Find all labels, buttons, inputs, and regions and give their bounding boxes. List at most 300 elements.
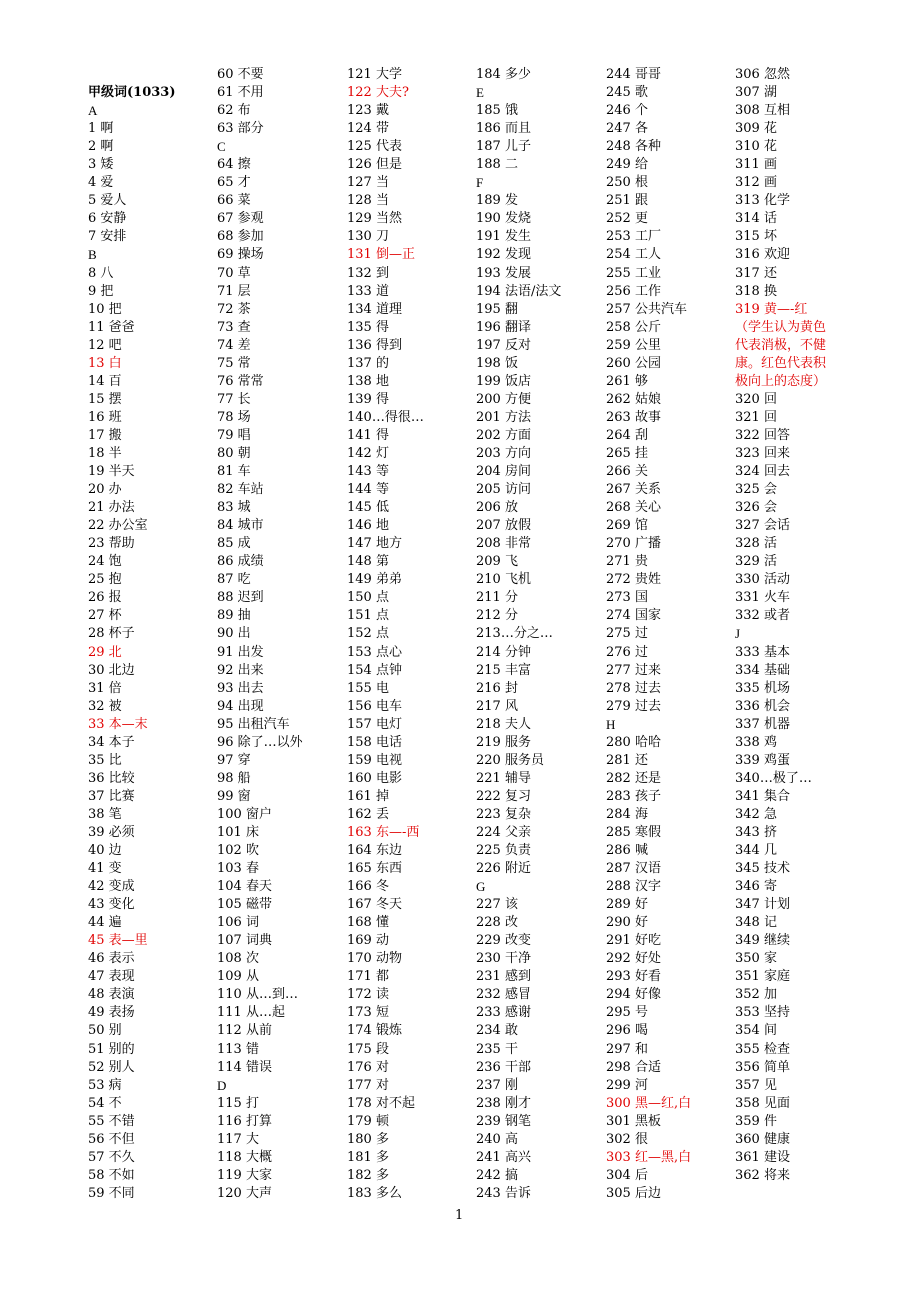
word-entry: 71 层 [217, 283, 251, 299]
word-entry: 348 记 [735, 915, 777, 931]
word-entry: 287 汉语 [606, 861, 661, 877]
word-entry: 192 发现 [476, 247, 531, 263]
word-entry: 295 号 [606, 1005, 648, 1021]
word-entry: 300 黑—红,白 [606, 1095, 692, 1111]
word-entry: 47 表现 [88, 969, 135, 985]
word-entry: 81 车 [217, 464, 251, 480]
word-column-1 [88, 66, 216, 1203]
word-entry: 195 翻 [476, 301, 518, 317]
word-entry: 213…分之… [476, 626, 553, 642]
word-entry: 210 飞机 [476, 572, 531, 588]
word-entry: 221 辅导 [476, 770, 531, 786]
word-entry: 262 姑娘 [606, 391, 661, 407]
word-entry: 148 第 [347, 554, 389, 570]
word-entry: 124 带 [347, 121, 389, 137]
word-entry: 161 掉 [347, 788, 389, 804]
word-entry: 350 家 [735, 951, 777, 967]
word-entry: 121 大学 [347, 67, 402, 82]
word-entry: 2 啊 [88, 139, 114, 155]
word-entry: 114 错误 [217, 1059, 272, 1075]
word-entry: 239 钢笔 [476, 1113, 531, 1129]
word-entry: 248 各种 [606, 139, 661, 155]
word-entry: 352 加 [735, 987, 777, 1003]
word-entry: 43 变化 [88, 897, 135, 913]
word-entry: 188 二 [476, 157, 518, 173]
word-entry: 355 检查 [735, 1041, 790, 1057]
word-entry: 296 喝 [606, 1023, 648, 1039]
word-entry: 334 基础 [735, 662, 790, 678]
word-column-5 [606, 66, 734, 1203]
word-entry: 27 杯 [88, 608, 122, 624]
word-entry: 14 百 [88, 373, 122, 389]
word-entry: 313 化学 [735, 193, 790, 209]
word-entry: 115 打 [217, 1095, 259, 1111]
word-entry: 41 变 [88, 861, 122, 877]
word-entry: 118 大概 [217, 1149, 272, 1165]
word-entry: 160 电影 [347, 770, 402, 786]
word-entry: 336 机会 [735, 698, 790, 714]
word-entry: 332 或者 [735, 608, 790, 624]
word-entry: 302 很 [606, 1131, 648, 1147]
word-entry: 326 会 [735, 500, 777, 516]
word-entry: 344 几 [735, 843, 777, 859]
word-entry: 122 大夫? [347, 85, 409, 101]
word-entry: 347 计划 [735, 897, 790, 913]
word-entry: 7 安排 [88, 229, 127, 245]
word-entry: 335 机场 [735, 680, 790, 696]
word-entry: 147 地方 [347, 536, 402, 552]
word-entry: 38 笔 [88, 806, 122, 822]
word-entry: 197 反对 [476, 337, 531, 353]
word-entry: 111 从…起 [217, 1005, 285, 1021]
word-entry: 170 动物 [347, 951, 402, 967]
word-entry: 34 本子 [88, 734, 135, 750]
word-entry: 98 船 [217, 770, 251, 786]
word-entry: 117 大 [217, 1131, 259, 1147]
word-entry: 235 干 [476, 1041, 518, 1057]
word-entry: 319 黄—-红 [735, 301, 808, 317]
word-entry: 78 场 [217, 409, 251, 425]
word-entry: 154 点钟 [347, 662, 402, 678]
word-entry: 138 地 [347, 373, 389, 389]
word-entry: 318 换 [735, 283, 777, 299]
word-entry: 312 画 [735, 175, 777, 191]
word-entry: 127 当 [347, 175, 389, 191]
word-entry: 97 穿 [217, 752, 251, 768]
word-entry: 205 访问 [476, 482, 531, 498]
word-entry: 290 好 [606, 915, 648, 931]
word-entry: 45 表—里 [88, 933, 148, 949]
word-entry: 20 办 [88, 482, 122, 498]
word-entry: 240 高 [476, 1131, 518, 1147]
word-entry: 61 不用 [217, 85, 264, 101]
word-entry: 194 法语/法文 [476, 283, 562, 299]
word-entry: 153 点心 [347, 644, 402, 660]
word-column-3 [347, 66, 475, 1203]
word-entry: 5 爱人 [88, 193, 127, 209]
word-entry: 84 城市 [217, 518, 264, 534]
word-entry: 53 病 [88, 1077, 122, 1093]
word-entry: 10 把 [88, 301, 122, 317]
word-entry: 272 贵姓 [606, 572, 661, 588]
word-entry: 126 但是 [347, 157, 402, 173]
word-entry: 165 东西 [347, 861, 402, 877]
word-entry: 105 磁带 [217, 897, 272, 913]
word-entry: 264 刮 [606, 427, 648, 443]
word-entry: 137 的 [347, 355, 389, 371]
word-entry: 342 急 [735, 806, 777, 822]
word-entry: 79 唱 [217, 427, 251, 443]
word-entry: 159 电视 [347, 752, 402, 768]
word-entry: 304 后 [606, 1167, 648, 1183]
word-entry: 42 变成 [88, 879, 135, 895]
word-entry: 220 服务员 [476, 752, 544, 768]
word-entry: 172 读 [347, 987, 389, 1003]
word-entry [88, 66, 216, 84]
word-entry: 260 公园 [606, 355, 661, 371]
word-entry: 204 房间 [476, 464, 531, 480]
word-entry: 63 部分 [217, 121, 264, 137]
word-entry: 217 风 [476, 698, 518, 714]
word-entry: 360 健康 [735, 1131, 790, 1147]
word-entry: 141 得 [347, 427, 389, 443]
word-entry: 132 到 [347, 265, 389, 281]
word-entry: 252 更 [606, 211, 648, 227]
word-entry: 9 把 [88, 283, 114, 299]
word-entry: 128 当 [347, 193, 389, 209]
word-entry: 139 得 [347, 391, 389, 407]
word-entry: 23 帮助 [88, 536, 135, 552]
word-entry: 60 不要 [217, 67, 264, 82]
word-entry: 167 冬天 [347, 897, 402, 913]
word-entry: 343 挤 [735, 824, 777, 840]
word-entry: 258 公斤 [606, 319, 661, 335]
word-entry: 136 得到 [347, 337, 402, 353]
word-entry: 288 汉字 [606, 879, 661, 895]
word-entry: 181 多 [347, 1149, 389, 1165]
word-entry: 303 红—黑,白 [606, 1149, 692, 1165]
word-entry: 25 抱 [88, 572, 122, 588]
word-entry: 314 话 [735, 211, 777, 227]
word-entry: 33 本—末 [88, 716, 148, 732]
word-entry: 224 父亲 [476, 824, 531, 840]
word-entry: 289 好 [606, 897, 648, 913]
word-entry: 106 词 [217, 915, 259, 931]
word-entry: 52 别人 [88, 1059, 135, 1075]
word-entry: 101 床 [217, 824, 259, 840]
word-entry: 237 刚 [476, 1077, 518, 1093]
word-entry: 11 爸爸 [88, 319, 135, 335]
word-entry: 178 对不起 [347, 1095, 415, 1111]
word-entry: 253 工厂 [606, 229, 661, 245]
section-letter: A [88, 103, 98, 119]
word-entry: 200 方便 [476, 391, 531, 407]
word-entry: 198 饭 [476, 355, 518, 371]
word-entry: 219 服务 [476, 734, 531, 750]
word-entry: 46 表示 [88, 951, 135, 967]
word-entry: 16 班 [88, 409, 122, 425]
word-entry: 299 河 [606, 1077, 648, 1093]
word-entry: 99 窗 [217, 788, 251, 804]
word-entry: 44 遍 [88, 915, 122, 931]
word-entry: 309 花 [735, 121, 777, 137]
word-entry: 88 迟到 [217, 590, 264, 606]
word-entry: 259 公里 [606, 337, 661, 353]
word-entry: 112 从前 [217, 1023, 272, 1039]
word-entry: 266 关 [606, 464, 648, 480]
word-entry: 233 感谢 [476, 1005, 531, 1021]
word-entry: 282 还是 [606, 770, 661, 786]
word-entry: 323 回来 [735, 445, 790, 461]
word-entry: 317 还 [735, 265, 777, 281]
word-entry: 294 好像 [606, 987, 661, 1003]
word-entry: 130 刀 [347, 229, 389, 245]
word-entry: 149 弟弟 [347, 572, 402, 588]
word-entry: 247 各 [606, 121, 648, 137]
word-entry: 278 过去 [606, 680, 661, 696]
word-entry: 176 对 [347, 1059, 389, 1075]
word-entry: 13 白 [88, 355, 122, 371]
word-entry: 100 窗户 [217, 806, 272, 822]
word-entry: 208 非常 [476, 536, 531, 552]
word-entry: 142 灯 [347, 445, 389, 461]
word-entry: 228 改 [476, 915, 518, 931]
word-entry: 168 懂 [347, 915, 389, 931]
word-entry: 57 不久 [88, 1149, 135, 1165]
word-entry: 305 后边 [606, 1185, 661, 1201]
word-entry: 214 分钟 [476, 644, 531, 660]
word-entry: 223 复杂 [476, 806, 531, 822]
word-entry: 157 电灯 [347, 716, 402, 732]
word-entry: 293 好看 [606, 969, 661, 985]
word-entry: 93 出去 [217, 680, 264, 696]
word-entry: 95 出租汽车 [217, 716, 290, 732]
word-entry: 50 别 [88, 1023, 122, 1039]
section-letter: F [476, 175, 484, 191]
word-entry: 30 北边 [88, 662, 135, 678]
word-entry: 242 搞 [476, 1167, 518, 1183]
word-entry: 65 才 [217, 175, 251, 191]
word-entry: 109 从 [217, 969, 259, 985]
word-entry: 143 等 [347, 464, 389, 480]
word-entry: 26 报 [88, 590, 122, 606]
word-entry: 18 半 [88, 445, 122, 461]
word-entry: 32 被 [88, 698, 122, 714]
word-entry: 330 活动 [735, 572, 790, 588]
word-entry: 39 必须 [88, 824, 135, 840]
word-entry: 212 分 [476, 608, 518, 624]
word-entry: 251 跟 [606, 193, 648, 209]
word-entry: 297 和 [606, 1041, 648, 1057]
word-entry: 246 个 [606, 103, 648, 119]
word-entry: 175 段 [347, 1041, 389, 1057]
word-entry: 227 该 [476, 897, 518, 913]
word-entry: 87 吃 [217, 572, 251, 588]
word-entry: 310 花 [735, 139, 777, 155]
page-number: 1 [455, 1208, 464, 1223]
word-entry: 329 活 [735, 554, 777, 570]
word-entry: 35 比 [88, 752, 122, 768]
word-entry: 206 放 [476, 500, 518, 516]
word-entry: 125 代表 [347, 139, 402, 155]
word-entry: 179 顿 [347, 1113, 389, 1129]
word-entry: 102 吹 [217, 843, 259, 859]
word-column-2 [217, 66, 345, 1203]
word-entry: 307 湖 [735, 85, 777, 101]
word-entry: 17 搬 [88, 427, 122, 443]
word-entry: 21 办法 [88, 500, 135, 516]
word-entry: 49 表扬 [88, 1005, 135, 1021]
word-entry: 231 感到 [476, 969, 531, 985]
word-entry: 163 东—-西 [347, 824, 420, 840]
word-entry: 90 出 [217, 626, 251, 642]
word-entry: 80 朝 [217, 445, 251, 461]
word-entry: 351 家庭 [735, 969, 790, 985]
word-entry: 70 草 [217, 265, 251, 281]
word-entry: 275 过 [606, 626, 648, 642]
word-entry: 353 坚持 [735, 1005, 790, 1021]
word-entry: 286 喊 [606, 843, 648, 859]
word-entry: 325 会 [735, 482, 777, 498]
word-entry: 341 集合 [735, 788, 790, 804]
word-entry: 36 比较 [88, 770, 135, 786]
word-entry: 177 对 [347, 1077, 389, 1093]
word-entry: 261 够 [606, 373, 648, 389]
word-entry: 199 饭店 [476, 373, 531, 389]
word-entry: 107 词典 [217, 933, 272, 949]
word-entry: 241 高兴 [476, 1149, 531, 1165]
word-entry: 6 安静 [88, 211, 127, 227]
word-entry: 54 不 [88, 1095, 122, 1111]
word-entry: 244 哥哥 [606, 67, 661, 82]
word-entry: 55 不错 [88, 1113, 135, 1129]
word-entry: 255 工业 [606, 265, 661, 281]
word-entry: 327 会话 [735, 518, 790, 534]
word-entry: 69 操场 [217, 247, 264, 263]
word-entry: 308 互相 [735, 103, 790, 119]
word-entry: 22 办公室 [88, 518, 148, 534]
word-entry: 24 饱 [88, 554, 122, 570]
word-entry: 211 分 [476, 590, 518, 606]
word-entry: 201 方法 [476, 409, 531, 425]
word-entry: 135 得 [347, 319, 389, 335]
word-entry: 357 见 [735, 1077, 777, 1093]
word-entry: 256 工作 [606, 283, 661, 299]
word-entry: 277 过来 [606, 662, 661, 678]
word-entry: 250 根 [606, 175, 648, 191]
word-entry: 216 封 [476, 680, 518, 696]
word-entry: 152 点 [347, 626, 389, 642]
list-title: 甲级词(1033) [88, 85, 176, 101]
word-entry: 190 发烧 [476, 211, 531, 227]
word-entry: 345 技术 [735, 861, 790, 877]
word-entry: 316 欢迎 [735, 247, 790, 263]
word-entry: 328 活 [735, 536, 777, 552]
word-entry: 182 多 [347, 1167, 389, 1183]
word-column-4 [476, 66, 604, 1203]
section-letter: D [217, 1077, 227, 1093]
word-entry: 362 将来 [735, 1167, 790, 1183]
word-entry: 73 查 [217, 319, 251, 335]
word-entry: 321 回 [735, 409, 777, 425]
word-entry: 28 杯子 [88, 626, 135, 642]
word-entry: 113 错 [217, 1041, 259, 1057]
word-entry: 298 合适 [606, 1059, 661, 1075]
word-entry: 191 发生 [476, 229, 531, 245]
word-entry: 151 点 [347, 608, 389, 624]
word-entry: 356 简单 [735, 1059, 790, 1075]
word-entry: 108 次 [217, 951, 259, 967]
word-entry: 64 擦 [217, 157, 251, 173]
word-entry: 339 鸡蛋 [735, 752, 790, 768]
word-entry: 74 差 [217, 337, 251, 353]
word-entry: 269 馆 [606, 518, 648, 534]
word-entry: 144 等 [347, 482, 389, 498]
section-letter: J [735, 626, 741, 642]
word-entry: 359 件 [735, 1113, 777, 1129]
word-entry: 184 多少 [476, 67, 531, 82]
word-entry: 58 不如 [88, 1167, 135, 1183]
word-entry: 292 好处 [606, 951, 661, 967]
section-letter: C [217, 139, 226, 155]
word-entry: 196 翻译 [476, 319, 531, 335]
word-entry: 134 道理 [347, 301, 402, 317]
word-entry: 301 黑板 [606, 1113, 661, 1129]
word-entry: 229 改变 [476, 933, 531, 949]
word-entry: 324 回去 [735, 464, 790, 480]
word-entry: 273 国 [606, 590, 648, 606]
word-entry: 280 哈哈 [606, 734, 661, 750]
word-entry: 283 孩子 [606, 788, 661, 804]
word-entry: 254 工人 [606, 247, 661, 263]
word-entry: 226 附近 [476, 861, 531, 877]
word-entry: 156 电车 [347, 698, 402, 714]
word-entry: 82 车站 [217, 482, 264, 498]
word-entry: 48 表演 [88, 987, 135, 1003]
word-entry: 270 广播 [606, 536, 661, 552]
word-entry: 183 多么 [347, 1185, 402, 1201]
word-entry: 180 多 [347, 1131, 389, 1147]
word-entry: 75 常 [217, 355, 251, 371]
word-entry: 103 春 [217, 861, 259, 877]
word-entry: 230 干净 [476, 951, 531, 967]
word-entry: 3 矮 [88, 157, 114, 173]
word-entry: 285 寒假 [606, 824, 661, 840]
word-entry: 207 放假 [476, 518, 531, 534]
word-entry: 209 飞 [476, 554, 518, 570]
word-entry: 19 半天 [88, 464, 135, 480]
word-entry: 340…极了… [735, 770, 812, 786]
word-entry: 89 抽 [217, 608, 251, 624]
word-entry: 110 从…到… [217, 987, 298, 1003]
word-entry: 193 发展 [476, 265, 531, 281]
word-entry: 238 刚才 [476, 1095, 531, 1111]
word-entry: 96 除了…以外 [217, 734, 303, 750]
word-entry: 67 参观 [217, 211, 264, 227]
word-entry: 361 建设 [735, 1149, 790, 1165]
word-entry: 234 敢 [476, 1023, 518, 1039]
word-entry: 1 啊 [88, 121, 114, 137]
word-entry: 92 出来 [217, 662, 264, 678]
word-entry: 232 感冒 [476, 987, 531, 1003]
word-column-6 [735, 66, 863, 1185]
word-entry: 268 关心 [606, 500, 661, 516]
word-entry: 315 坏 [735, 229, 777, 245]
word-entry: 4 爱 [88, 175, 114, 191]
word-entry: 203 方向 [476, 445, 531, 461]
word-entry: 150 点 [347, 590, 389, 606]
word-entry: 174 锻炼 [347, 1023, 402, 1039]
